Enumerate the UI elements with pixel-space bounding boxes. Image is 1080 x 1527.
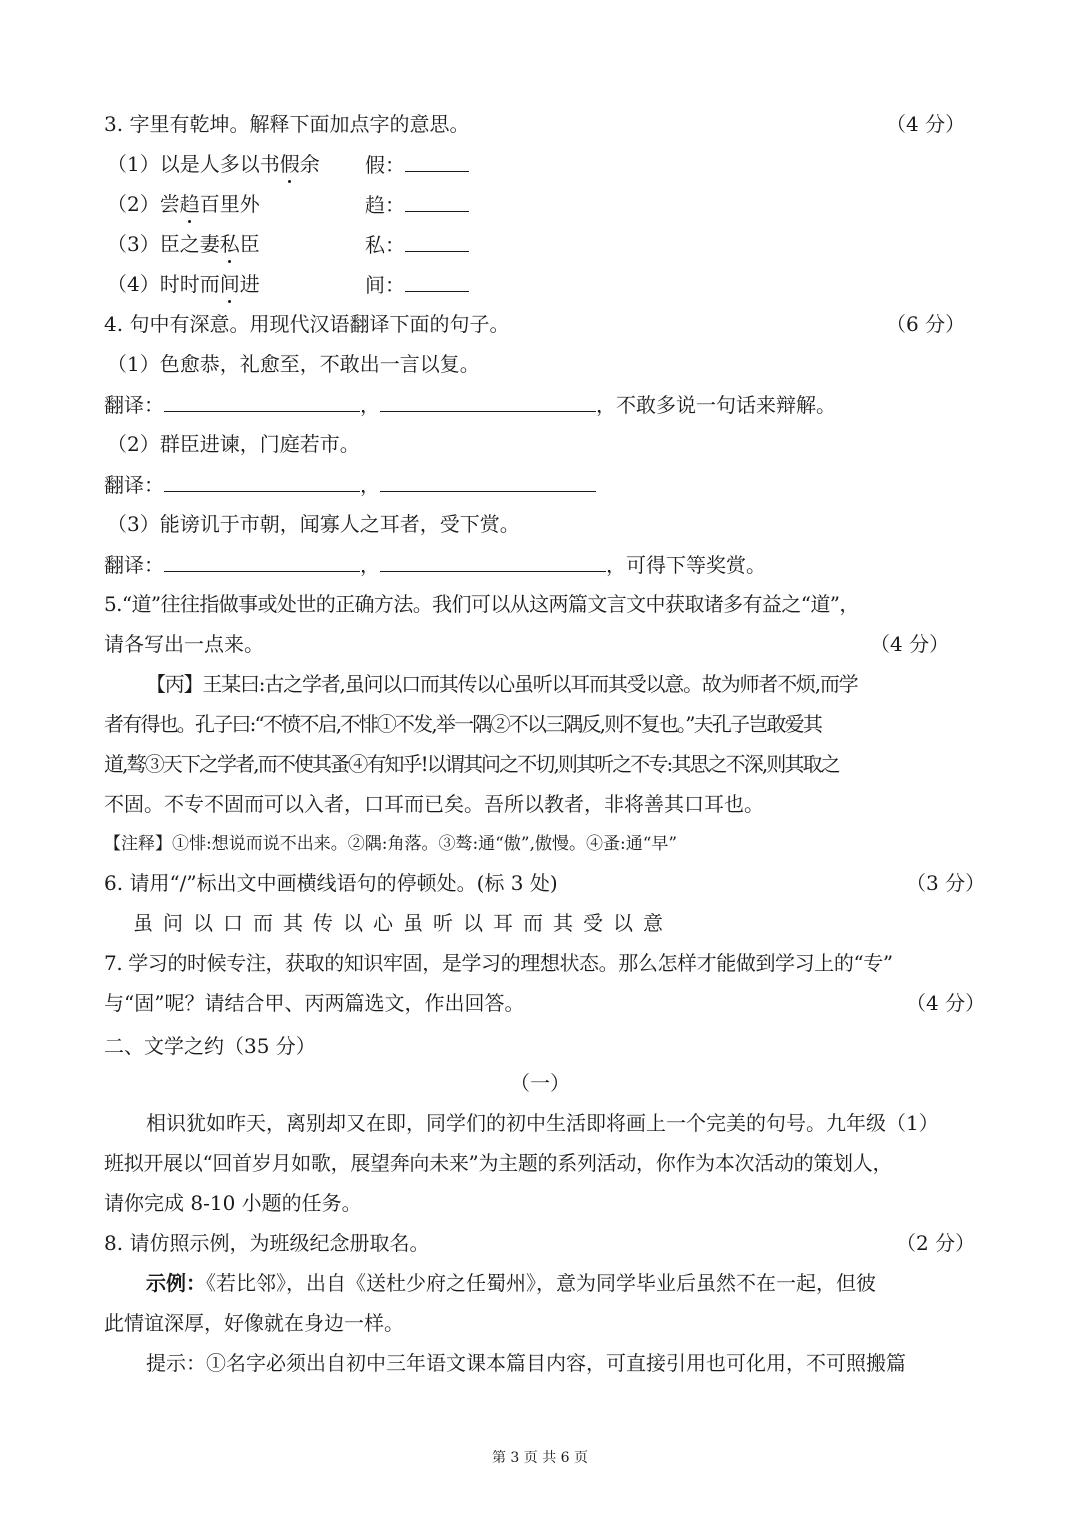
dotted-char: 私 [219, 232, 240, 256]
dotted-char: 假 [279, 152, 300, 176]
q3-answer-4: 间： [365, 271, 469, 298]
bing-notes: 【注释】①悱:想说而说不出来。②隅:角落。③骜:通“傲”,傲慢。④蚤:通“早” [104, 834, 678, 854]
q7-score: （4 分） [906, 991, 986, 1015]
q3-item-2: （2）尝趋百里外 [107, 192, 260, 216]
q5-line-2: 请各写出一点来。 [104, 632, 264, 656]
section-subheading: （一） [510, 1071, 570, 1095]
q4-translation-1: 翻译： ， ，不敢多说一句话来辩解。 [104, 393, 836, 417]
q4-translation-2: 翻译： ， [104, 471, 596, 498]
q5-line-1: 5.“道”往往指做事或处世的正确方法。我们可以从这两篇文言文中获取诸多有益之“道”， [104, 592, 859, 616]
q3-item-1: （1）以是人多以书假余 [107, 152, 320, 176]
dotted-char: 间 [219, 272, 240, 296]
intro-line-1: 相识犹如昨天，离别却又在即，同学们的初中生活即将画上一个完美的句号。九年级（1） [146, 1111, 939, 1135]
q6-title: 6. 请用“/”标出文中画横线语句的停顿处。(标 3 处) [104, 871, 558, 895]
q3-score: （4 分） [886, 112, 966, 136]
q7-line-1: 7. 学习的时候专注，获取的知识牢固，是学习的理想状态。那么怎样才能做到学习上的“专” [104, 951, 893, 975]
section-heading: 二、文学之约（35 分） [104, 1034, 316, 1058]
q8-hint: 提示：①名字必须出自初中三年语文课本篇目内容，可直接引用也可化用，不可照搬篇 [146, 1351, 906, 1375]
q6-sentence: 虽问以口而其传以心虽听以耳而其受以意 [133, 911, 673, 935]
q3-item-3: （3）臣之妻私臣 [107, 232, 260, 256]
q5-score: （4 分） [870, 632, 950, 656]
q3-answer-2: 趋： [365, 191, 469, 218]
q3-title: 3. 字里有乾坤。解释下面加点字的意思。 [104, 112, 470, 136]
page-footer: 第 3 页 共 6 页 [491, 1450, 589, 1466]
q8-example: 示例：《若比邻》，出自《送杜少府之任蜀州》，意为同学毕业后虽然不在一起，但彼 [146, 1271, 876, 1295]
q8-score: （2 分） [896, 1231, 976, 1255]
intro-line-2: 班拟开展以“回首岁月如歌，展望奔向未来”为主题的系列活动，你作为本次活动的策划人， [104, 1151, 893, 1175]
intro-line-3: 请你完成 8-10 小题的任务。 [104, 1191, 362, 1215]
q4-score: （6 分） [886, 312, 966, 336]
q4-title: 4. 句中有深意。用现代汉语翻译下面的句子。 [104, 312, 510, 336]
bing-passage-line-2: 者有得也。孔子曰:“不愤不启,不悱①不发,举一隅②不以三隅反,则不复也。”夫孔子岂敢爱其 [104, 712, 822, 736]
dotted-char: 趋 [179, 192, 200, 216]
q3-answer-1: 假： [365, 151, 469, 178]
q7-line-2: 与“固”呢？请结合甲、丙两篇选文，作出回答。 [104, 991, 525, 1015]
q4-sentence-3: （3）能谤讥于市朝，闻寡人之耳者，受下赏。 [107, 512, 520, 536]
q4-sentence-2: （2）群臣进谏，门庭若市。 [107, 432, 360, 456]
q8-title: 8. 请仿照示例，为班级纪念册取名。 [104, 1231, 430, 1255]
bing-passage-line-3: 道,骜③天下之学者,而不使其蚤④有知乎!以谓其问之不切,则其听之不专:其思之不深,则其取之 [104, 752, 839, 776]
q4-sentence-1: （1）色愈恭，礼愈至，不敢出一言以复。 [107, 352, 480, 376]
q6-score: （3 分） [906, 871, 986, 895]
q8-example-cont: 此情谊深厚，好像就在身边一样。 [104, 1311, 404, 1335]
bing-passage-line-1: 【丙】王某曰:古之学者,虽问以口而其传以心虽听以耳而其受以意。故为师者不烦,而学 [146, 672, 858, 696]
q3-answer-3: 私： [365, 231, 469, 258]
q4-translation-3: 翻译： ， ，可得下等奖赏。 [104, 553, 766, 577]
bing-passage-line-4: 不固。不专不固而可以入者，口耳而已矣。吾所以教者，非将善其口耳也。 [104, 792, 764, 816]
q3-item-4: （4）时时而间进 [107, 272, 260, 296]
